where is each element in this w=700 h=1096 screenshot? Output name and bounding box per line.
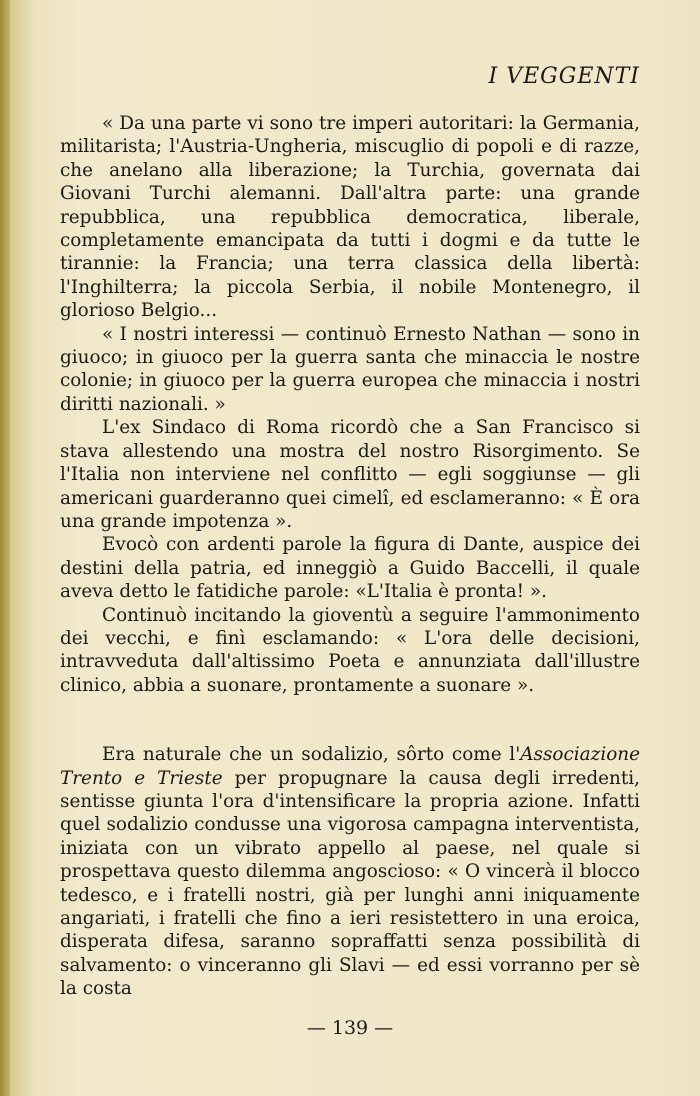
paragraph-6-rest: per propugnare la causa degli irredenti, sentisse giunta l'ora d'intensificare la propria azione. Infatti quel sodalizio condusse una vigorosa campagna interventista, iniziata con un vibrato appello al paese, nel quale si prospettava questo dilemma angoscioso: « O vincerà il blocco tedesco, e i fratelli nostri, già per lunghi anni iniquamente angariati, i fratelli che fino a ieri resistettero in una eroica, disperata difesa, saranno sopraffatti senza possibilità di salvamento: o vinceranno gli Slavi — ed essi vorranno per sè la costa [60,767,641,1000]
page-number: — 139 — [306,1017,394,1039]
paragraph-6 [60,743,640,1000]
association-name: Associazione Trento e Trieste [60,744,640,789]
paragraph-6-start: Era naturale che un sodalizio, sôrto come l' [102,744,521,766]
binding-edge [0,0,10,1096]
running-title: I VEGGENTI [488,64,640,89]
paragraph-3: L'ex Sindaco di Roma ricordò che a San Francisco si stava allestendo una mostra del nostro Risorgimento. Se l'Italia non interviene nel conflitto — egli soggiunse — gli americani guarderanno quei cimelî, ed esclameranno: « È ora una grande impotenza ». [60,417,640,532]
paragraph-2: « I nostri interessi — continuò Ernesto Nathan — sono in giuoco; in giuoco per la guerra santa che minaccia le nostre colonie; in giuoco per la guerra europea che minaccia i nostri diritti nazionali. » [60,323,640,415]
paragraph-1: « Da una parte vi sono tre imperi autoritari: la Germania, militarista; l'Austria-Ungheria, miscuglio di popoli e di razze, che anelano alla liberazione; la Turchia, governata dai Giovani Turchi alemanni. Dall'altra parte: una grande repubblica, una repubblica democratica, liberale, completamente emancipata da tutti i dogmi e da tutte le tirannie: la Francia; una terra classica della libertà: l'Inghilterra; la piccola Serbia, il nobile Montenegro, il glorioso Belgio... [60,113,640,322]
paragraph-5: Continuò incitando la gioventù a seguire l'ammonimento dei vecchi, e finì esclamando: « L'ora delle decisioni, intravveduta dall'altissimo Poeta e annunziata dall'illustre clinico, abbia a suonare, prontamente a suonare ». [60,604,640,696]
body-text [60,112,640,1001]
paragraph-4: Evocò con ardenti parole la figura di Dante, auspice dei destini della patria, ed inneggiò a Guido Baccelli, il quale aveva detto le fatidiche parole: «L'Italia è pronta! ». [60,534,640,603]
